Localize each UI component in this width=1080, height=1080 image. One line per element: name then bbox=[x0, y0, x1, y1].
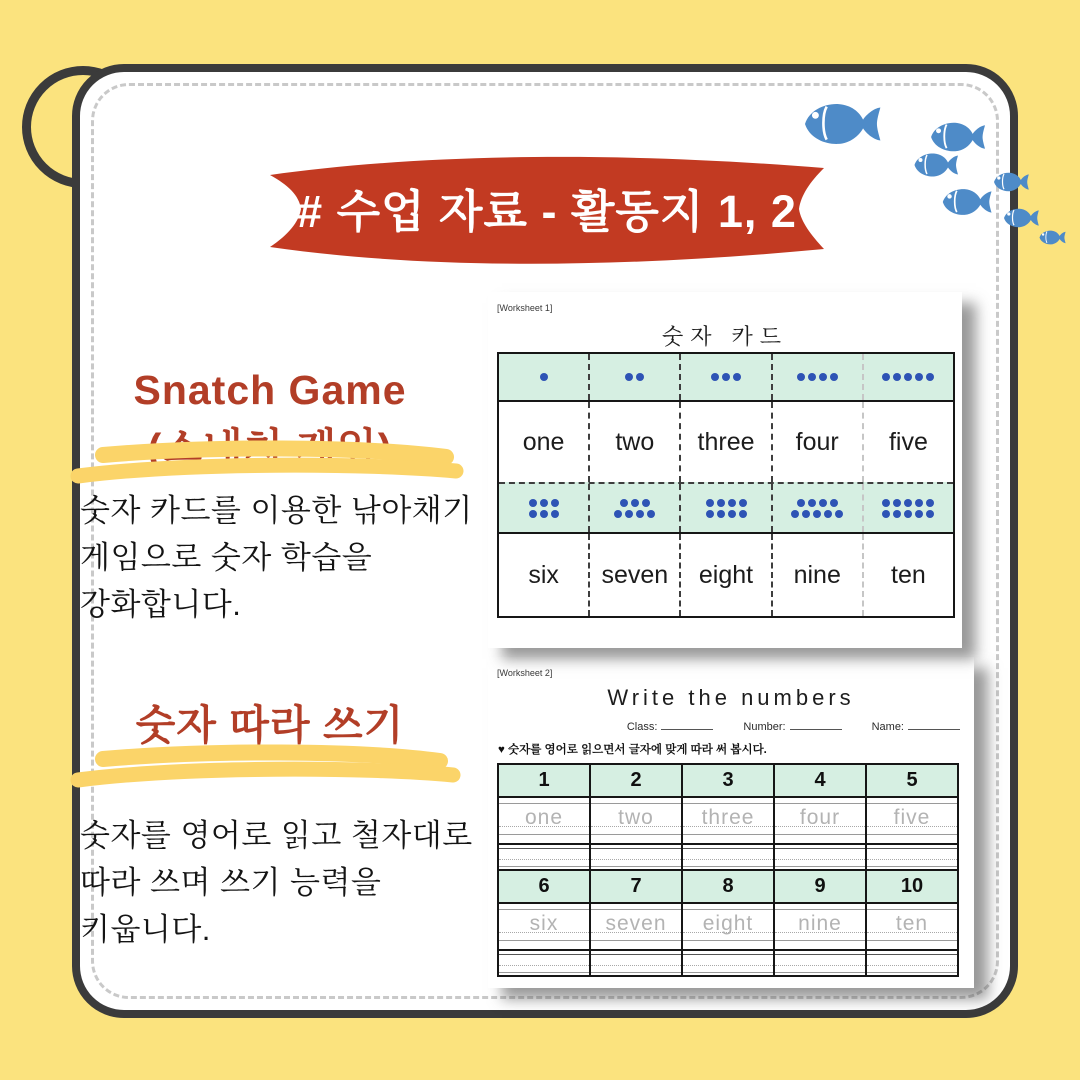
highlight-swoosh-1 bbox=[68, 440, 468, 490]
number-header: 8 bbox=[681, 871, 773, 902]
word-cell: eight bbox=[679, 534, 770, 616]
write-numbers-table bbox=[497, 763, 959, 977]
trace-cell: nine bbox=[773, 904, 865, 949]
worksheet1-page bbox=[488, 292, 962, 648]
banner-title: # 수업 자료 - 활동지 1, 2 bbox=[297, 185, 797, 237]
number-blank-line bbox=[790, 719, 842, 730]
para2-line2: 따라 쓰며 쓰기 능력을 bbox=[80, 865, 382, 900]
trace-cell: one bbox=[499, 798, 589, 843]
practice-cell bbox=[499, 951, 589, 975]
practice-cell bbox=[681, 845, 773, 869]
dots-row-6-10 bbox=[499, 482, 953, 532]
practice-cell bbox=[589, 845, 681, 869]
trace-row-6-10 bbox=[499, 902, 957, 951]
worksheet1-title: 숫자 카드 bbox=[661, 324, 789, 349]
trace-cell: two bbox=[589, 798, 681, 843]
dot-cell-1 bbox=[499, 354, 588, 400]
worksheet2-label: [Worksheet 2] bbox=[497, 668, 553, 678]
practice-cell bbox=[681, 951, 773, 975]
number-header: 3 bbox=[681, 765, 773, 796]
practice-cell bbox=[773, 845, 865, 869]
dot-cell-8 bbox=[679, 484, 770, 532]
practice-row-1-5 bbox=[499, 845, 957, 869]
word-cell: five bbox=[862, 402, 953, 482]
heading-snatch-game-ko: (스내치 게임) bbox=[147, 425, 393, 471]
number-header: 4 bbox=[773, 765, 865, 796]
fish-icon bbox=[1038, 228, 1068, 247]
number-header: 10 bbox=[865, 871, 957, 902]
number-header: 5 bbox=[865, 765, 957, 796]
word-cell: one bbox=[522, 427, 565, 456]
worksheet2-page bbox=[488, 657, 974, 988]
fish-icon bbox=[912, 150, 962, 180]
name-blank-line bbox=[908, 719, 960, 730]
numbers-header-1-5 bbox=[499, 765, 957, 796]
block-6-10 bbox=[499, 869, 957, 975]
dot-cell-9 bbox=[771, 484, 862, 532]
worksheet1-label: [Worksheet 1] bbox=[497, 303, 553, 313]
name-field: Name: bbox=[872, 719, 960, 733]
trace-row-1-5 bbox=[499, 796, 957, 845]
dot-cell-7 bbox=[588, 484, 679, 532]
trace-cell: seven bbox=[589, 904, 681, 949]
para1-line2: 게임으로 숫자 학습을 bbox=[80, 540, 373, 575]
trace-cell: six bbox=[499, 904, 589, 949]
word-cell: two bbox=[588, 402, 679, 482]
highlight-swoosh-2 bbox=[68, 744, 468, 794]
word-cell: seven bbox=[588, 534, 679, 616]
para1-line3: 강화합니다. bbox=[80, 587, 242, 622]
class-blank-line bbox=[661, 719, 713, 730]
numbers-header-6-10 bbox=[499, 869, 957, 902]
practice-row-6-10 bbox=[499, 951, 957, 975]
practice-cell bbox=[865, 951, 957, 975]
dot-cell-5 bbox=[862, 354, 953, 400]
words-row-6-10 bbox=[499, 532, 953, 616]
heading-snatch-game-en: Snatch Game bbox=[133, 367, 407, 413]
number-header: 9 bbox=[773, 871, 865, 902]
trace-cell: five bbox=[865, 798, 957, 843]
word-cell: four bbox=[771, 402, 862, 482]
number-header: 6 bbox=[538, 875, 550, 897]
number-header: 1 bbox=[538, 769, 550, 791]
worksheet2-title: Write the numbers bbox=[607, 685, 855, 710]
practice-cell bbox=[773, 951, 865, 975]
heading-number-tracing: 숫자 따라 쓰기 bbox=[135, 702, 405, 748]
para1-line1: 숫자 카드를 이용한 낚아채기 bbox=[80, 493, 473, 528]
description-snatch-game bbox=[80, 487, 473, 628]
practice-cell bbox=[865, 845, 957, 869]
dot-cell-10 bbox=[862, 484, 953, 532]
number-cards-table bbox=[497, 352, 955, 618]
word-cell: ten bbox=[862, 534, 953, 616]
word-cell: nine bbox=[771, 534, 862, 616]
number-header: 7 bbox=[589, 871, 681, 902]
title-banner bbox=[262, 148, 832, 270]
number-field: Number: bbox=[743, 719, 841, 733]
description-number-tracing bbox=[80, 812, 473, 953]
dot-cell-2 bbox=[588, 354, 679, 400]
trace-cell: ten bbox=[865, 904, 957, 949]
word-cell: six bbox=[528, 560, 559, 589]
practice-cell bbox=[589, 951, 681, 975]
dot-cell-4 bbox=[771, 354, 862, 400]
number-header: 2 bbox=[589, 765, 681, 796]
trace-cell: four bbox=[773, 798, 865, 843]
fish-icon bbox=[992, 170, 1032, 194]
dot-cell-6 bbox=[499, 484, 588, 532]
block-1-5 bbox=[499, 765, 957, 869]
fish-icon bbox=[800, 98, 888, 150]
para2-line1: 숫자를 영어로 읽고 철자대로 bbox=[80, 818, 473, 853]
dot-cell-3 bbox=[679, 354, 770, 400]
fish-icon bbox=[940, 185, 996, 219]
word-cell: three bbox=[679, 402, 770, 482]
words-row-1-5 bbox=[499, 400, 953, 482]
fish-icon bbox=[1002, 206, 1042, 230]
para2-line3: 키웁니다. bbox=[80, 912, 211, 947]
practice-cell bbox=[499, 845, 589, 869]
student-info-fields bbox=[488, 719, 974, 733]
trace-cell: eight bbox=[681, 904, 773, 949]
dots-row-1-5 bbox=[499, 354, 953, 400]
trace-cell: three bbox=[681, 798, 773, 843]
class-field: Class: bbox=[627, 719, 714, 733]
worksheet2-instruction: ♥ 숫자를 영어로 읽으면서 글자에 맞게 따라 써 봅시다. bbox=[498, 744, 767, 756]
